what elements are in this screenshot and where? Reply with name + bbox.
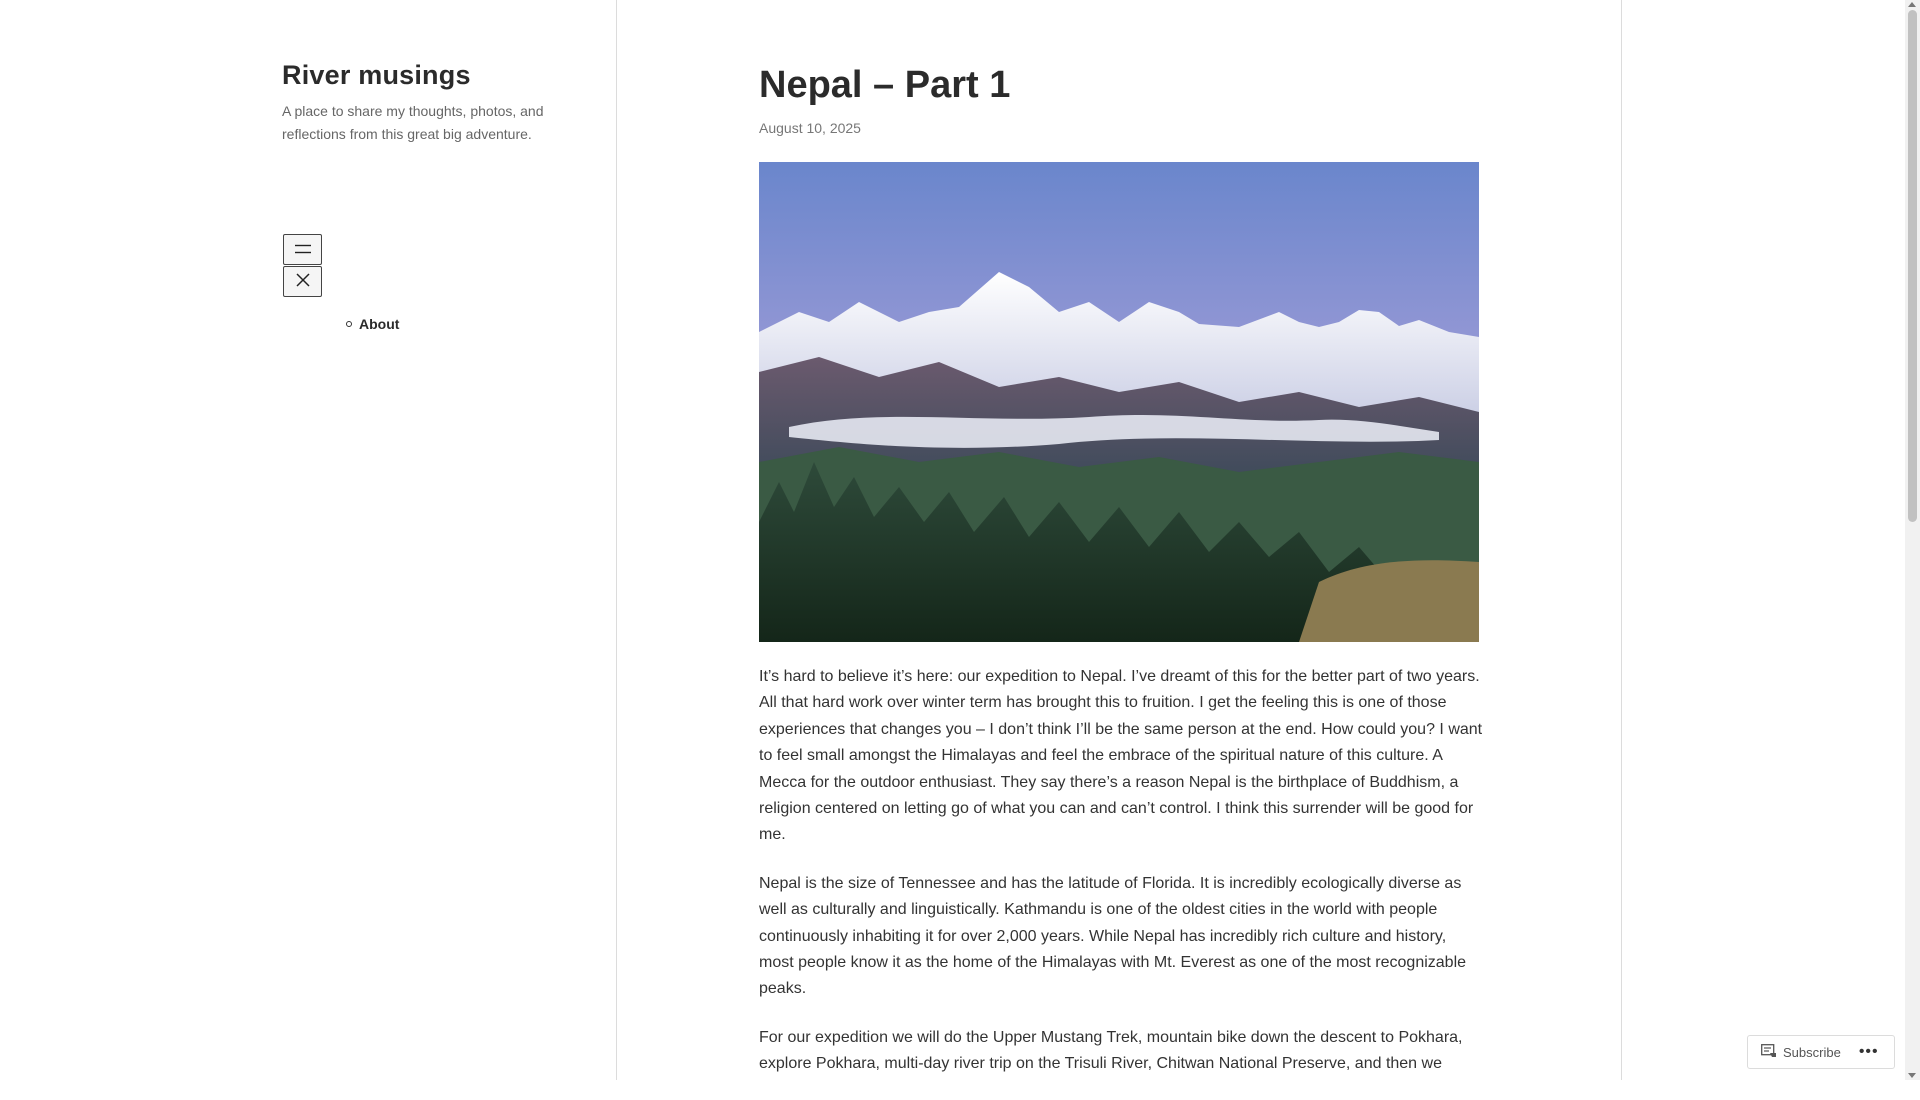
menu-open-button[interactable] — [283, 234, 322, 265]
subscribe-label: Subscribe — [1783, 1044, 1841, 1060]
mountain-landscape-image — [759, 162, 1479, 642]
bullet-icon — [346, 321, 352, 327]
post-date[interactable]: August 10, 2025 — [759, 120, 861, 136]
menu-close-button[interactable] — [283, 266, 322, 297]
scroll-up-arrow-icon[interactable] — [1908, 2, 1916, 7]
close-icon — [295, 272, 311, 291]
scroll-down-arrow-icon[interactable] — [1908, 1073, 1916, 1078]
post-content — [759, 664, 1484, 1100]
subscribe-button[interactable] — [1748, 1044, 1841, 1061]
scrollbar-thumb[interactable] — [1908, 10, 1917, 522]
site-description: A place to share my thoughts, photos, and reflections from this great big adventure. — [282, 103, 544, 142]
menu-icon — [294, 242, 312, 257]
primary-nav — [346, 316, 399, 332]
scrollbar[interactable] — [1905, 0, 1920, 1080]
subscribe-icon — [1761, 1044, 1777, 1061]
nav-item-about[interactable] — [346, 316, 399, 332]
content-border — [1621, 0, 1622, 1080]
sidebar — [0, 0, 617, 1080]
post-paragraph: It’s hard to believe it’s here: our expedition to Nepal. I’ve dreamt of this for the better part of two years. All that hard work over winter term has brought this to fruition. I get the feeling this is one of those experiences that changes you – I don’t think I’ll be the same person at the end. How could you? I want to feel small amongst the Himalayas and feel the embrace of the spiritual nature of this culture. A Mecca for the outdoor enthusiast. They say there’s a reason Nepal is the birthplace of Buddhism, a religion centered on letting go of what you can and can’t control. I think this surrender will be good for me. — [759, 668, 1483, 844]
post-paragraph: Nepal is the size of Tennessee and has the latitude of Florida. It is incredibly ecologically diverse as well as culturally and linguistically. Kathmandu is one of the oldest cities in the world with people continuously inhabiting it for over 2,000 years. While Nepal has incredibly rich culture and history, most people know it as the home of the Himalayas with Mt. Everest as one of the most recognizable peaks. — [759, 874, 1467, 998]
post-title: Nepal – Part 1 — [759, 64, 1011, 106]
subscribe-bar — [1747, 1035, 1895, 1069]
more-icon[interactable]: ••• — [1858, 1043, 1879, 1060]
nav-item-label[interactable]: About — [359, 316, 400, 332]
post-paragraph: For our expedition we will do the Upper Mustang Trek, mountain bike down the descent to Pokhara, explore Pokhara, multi-day river trip on the Trisuli River, Chitwan National Preserve, and then we — [759, 1028, 1463, 1073]
post-featured-image — [759, 162, 1479, 642]
site-title[interactable]: River musings — [282, 60, 471, 90]
